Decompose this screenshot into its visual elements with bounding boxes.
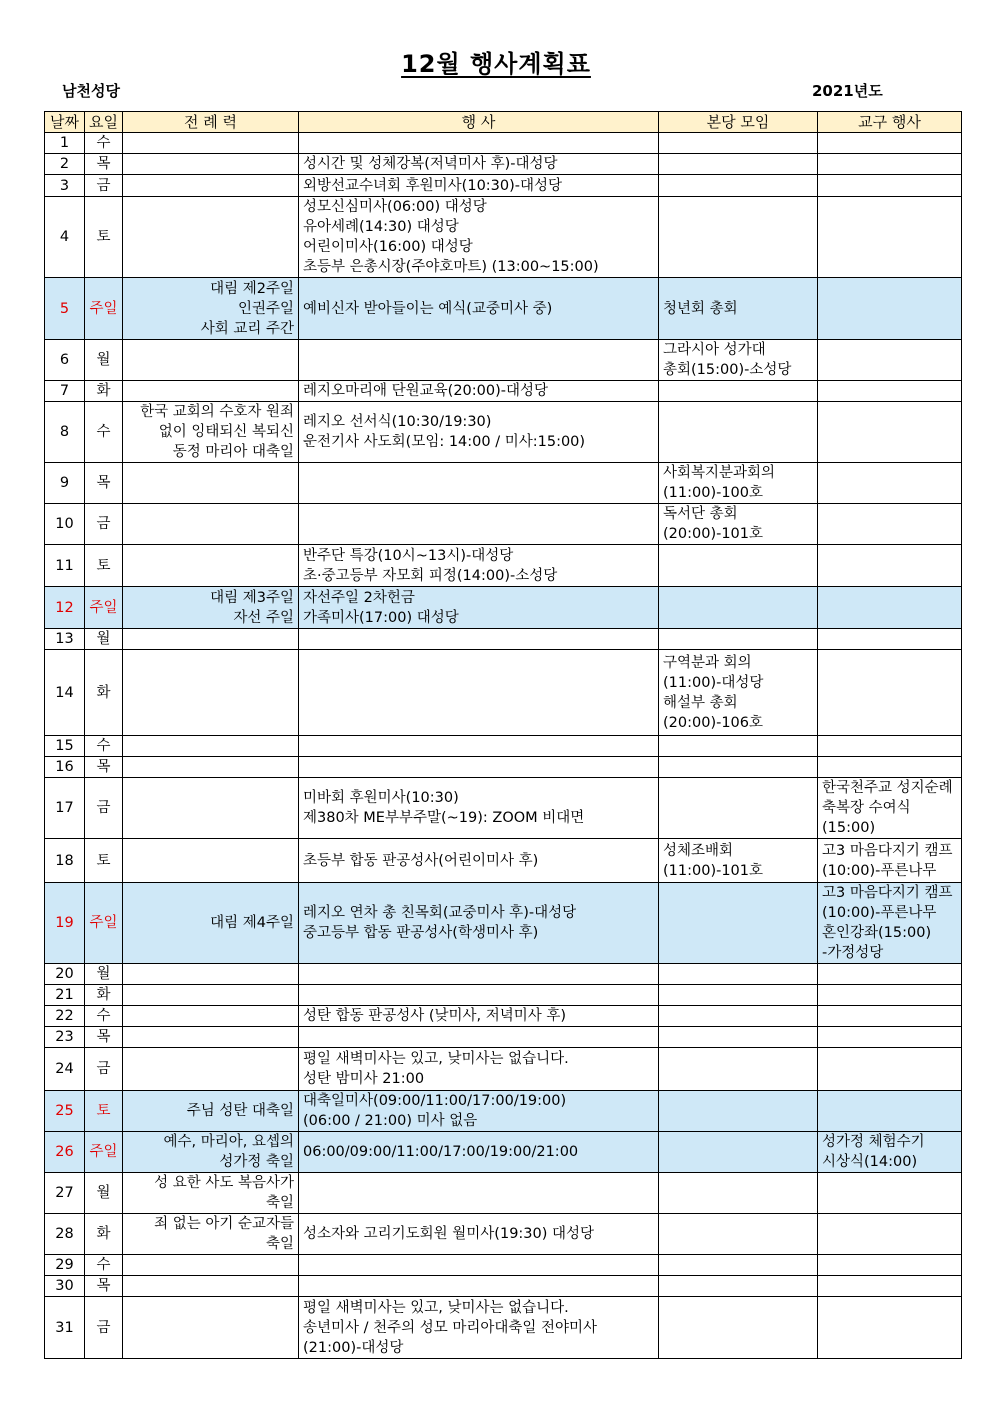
liturgy-cell: 대림 제2주일 인권주일 사회 교리 주간 bbox=[123, 278, 299, 340]
table-row bbox=[45, 545, 962, 587]
day-cell: 5 bbox=[45, 278, 85, 340]
events-cell: 성시간 및 성체강복(저녁미사 후)-대성당 bbox=[299, 154, 659, 175]
parish-meeting-cell bbox=[659, 1091, 818, 1132]
liturgy-cell bbox=[123, 381, 299, 402]
day-cell: 30 bbox=[45, 1276, 85, 1297]
liturgy-cell bbox=[123, 504, 299, 545]
parish-meeting-cell: 그라시아 성가대 총회(15:00)-소성당 bbox=[659, 340, 818, 381]
weekday-cell: 주일 bbox=[85, 1132, 123, 1173]
weekday-cell: 목 bbox=[85, 1276, 123, 1297]
diocese-event-cell: 고3 마음다지기 캠프 (10:00)-푸른나무 bbox=[818, 839, 962, 883]
liturgy-cell: 대림 제3주일 자선 주일 bbox=[123, 587, 299, 629]
parish-meeting-cell: 청년회 총회 bbox=[659, 278, 818, 340]
events-cell bbox=[299, 1255, 659, 1276]
table-row bbox=[45, 1027, 962, 1048]
events-cell bbox=[299, 1027, 659, 1048]
table-row bbox=[45, 650, 962, 736]
parish-meeting-cell: 구역분과 회의 (11:00)-대성당 해설부 총회 (20:00)-106호 bbox=[659, 650, 818, 736]
table-row bbox=[45, 1214, 962, 1255]
year-label: 2021년도 bbox=[812, 82, 883, 100]
weekday-cell: 수 bbox=[85, 1255, 123, 1276]
parish-name: 남천성당 bbox=[62, 82, 120, 100]
weekday-cell: 금 bbox=[85, 175, 123, 197]
weekday-cell: 금 bbox=[85, 1297, 123, 1359]
diocese-event-cell bbox=[818, 985, 962, 1006]
weekday-cell: 월 bbox=[85, 629, 123, 650]
events-cell: 대축일미사(09:00/11:00/17:00/19:00) (06:00 / 21:00) 미사 없음 bbox=[299, 1091, 659, 1132]
liturgy-cell bbox=[123, 650, 299, 736]
table-row bbox=[45, 778, 962, 839]
day-cell: 26 bbox=[45, 1132, 85, 1173]
diocese-event-cell bbox=[818, 197, 962, 278]
liturgy-cell bbox=[123, 175, 299, 197]
diocese-event-cell: 성가정 체험수기 시상식(14:00) bbox=[818, 1132, 962, 1173]
day-cell: 12 bbox=[45, 587, 85, 629]
day-cell: 14 bbox=[45, 650, 85, 736]
diocese-event-cell bbox=[818, 1027, 962, 1048]
diocese-event-cell bbox=[818, 381, 962, 402]
day-cell: 10 bbox=[45, 504, 85, 545]
weekday-cell: 화 bbox=[85, 650, 123, 736]
table-row bbox=[45, 587, 962, 629]
parish-meeting-cell bbox=[659, 736, 818, 757]
parish-meeting-cell bbox=[659, 175, 818, 197]
parish-meeting-cell bbox=[659, 757, 818, 778]
liturgy-cell: 주님 성탄 대축일 bbox=[123, 1091, 299, 1132]
weekday-cell: 금 bbox=[85, 1048, 123, 1091]
events-cell: 미바회 후원미사(10:30) 제380차 ME부부주말(~19): ZOOM 비대면 bbox=[299, 778, 659, 839]
diocese-event-cell bbox=[818, 402, 962, 463]
table-row bbox=[45, 839, 962, 883]
day-cell: 23 bbox=[45, 1027, 85, 1048]
diocese-event-cell bbox=[818, 1276, 962, 1297]
parish-meeting-cell bbox=[659, 964, 818, 985]
liturgy-cell bbox=[123, 1006, 299, 1027]
parish-meeting-cell bbox=[659, 985, 818, 1006]
parish-meeting-cell bbox=[659, 587, 818, 629]
weekday-cell: 토 bbox=[85, 545, 123, 587]
day-cell: 18 bbox=[45, 839, 85, 883]
table-row bbox=[45, 757, 962, 778]
weekday-cell: 토 bbox=[85, 1091, 123, 1132]
header-diocese-events: 교구 행사 bbox=[818, 112, 962, 133]
events-cell bbox=[299, 650, 659, 736]
weekday-cell: 목 bbox=[85, 154, 123, 175]
table-row bbox=[45, 1173, 962, 1214]
weekday-cell: 주일 bbox=[85, 587, 123, 629]
table-row bbox=[45, 197, 962, 278]
table-row bbox=[45, 1132, 962, 1173]
weekday-cell: 월 bbox=[85, 964, 123, 985]
parish-meeting-cell bbox=[659, 154, 818, 175]
diocese-event-cell bbox=[818, 154, 962, 175]
events-cell: 성모신심미사(06:00) 대성당 유아세례(14:30) 대성당 어린이미사(16:00) 대성당 초등부 은총시장(주야호마트) (13:00~15:00) bbox=[299, 197, 659, 278]
liturgy-cell bbox=[123, 778, 299, 839]
parish-meeting-cell: 사회복지분과회의 (11:00)-100호 bbox=[659, 463, 818, 504]
parish-meeting-cell bbox=[659, 1048, 818, 1091]
events-cell bbox=[299, 985, 659, 1006]
events-cell bbox=[299, 629, 659, 650]
weekday-cell: 월 bbox=[85, 1173, 123, 1214]
diocese-event-cell bbox=[818, 340, 962, 381]
diocese-event-cell bbox=[818, 1214, 962, 1255]
diocese-event-cell: 한국천주교 성지순례 축복장 수여식(15:00) bbox=[818, 778, 962, 839]
parish-meeting-cell: 성체조배회 (11:00)-101호 bbox=[659, 839, 818, 883]
events-cell bbox=[299, 133, 659, 154]
parish-meeting-cell bbox=[659, 133, 818, 154]
liturgy-cell bbox=[123, 133, 299, 154]
header-events: 행 사 bbox=[299, 112, 659, 133]
parish-meeting-cell bbox=[659, 1006, 818, 1027]
liturgy-cell bbox=[123, 1048, 299, 1091]
events-cell: 성탄 합동 판공성사 (낮미사, 저녁미사 후) bbox=[299, 1006, 659, 1027]
day-cell: 7 bbox=[45, 381, 85, 402]
parish-meeting-cell bbox=[659, 1276, 818, 1297]
liturgy-cell: 대림 제4주일 bbox=[123, 883, 299, 964]
diocese-event-cell bbox=[818, 1255, 962, 1276]
table-row bbox=[45, 340, 962, 381]
weekday-cell: 화 bbox=[85, 985, 123, 1006]
parish-meeting-cell bbox=[659, 1132, 818, 1173]
day-cell: 3 bbox=[45, 175, 85, 197]
liturgy-cell bbox=[123, 197, 299, 278]
events-cell bbox=[299, 463, 659, 504]
weekday-cell: 주일 bbox=[85, 883, 123, 964]
table-row bbox=[45, 1048, 962, 1091]
liturgy-cell bbox=[123, 629, 299, 650]
diocese-event-cell bbox=[818, 545, 962, 587]
diocese-event-cell bbox=[818, 133, 962, 154]
weekday-cell: 수 bbox=[85, 736, 123, 757]
events-cell: 반주단 특강(10시~13시)-대성당 초·중고등부 자모회 피정(14:00)-소성당 bbox=[299, 545, 659, 587]
liturgy-cell: 성 요한 사도 복음사가 축일 bbox=[123, 1173, 299, 1214]
parish-meeting-cell bbox=[659, 1027, 818, 1048]
schedule-table bbox=[44, 111, 962, 1359]
weekday-cell: 화 bbox=[85, 1214, 123, 1255]
table-row bbox=[45, 629, 962, 650]
header-weekday: 요일 bbox=[85, 112, 123, 133]
parish-meeting-cell bbox=[659, 402, 818, 463]
weekday-cell: 목 bbox=[85, 1027, 123, 1048]
events-cell bbox=[299, 1173, 659, 1214]
day-cell: 25 bbox=[45, 1091, 85, 1132]
day-cell: 15 bbox=[45, 736, 85, 757]
liturgy-cell bbox=[123, 757, 299, 778]
liturgy-cell: 한국 교회의 수호자 원죄 없이 잉태되신 복되신 동정 마리아 대축일 bbox=[123, 402, 299, 463]
header-parish-meetings: 본당 모임 bbox=[659, 112, 818, 133]
day-cell: 1 bbox=[45, 133, 85, 154]
day-cell: 22 bbox=[45, 1006, 85, 1027]
liturgy-cell bbox=[123, 985, 299, 1006]
day-cell: 28 bbox=[45, 1214, 85, 1255]
day-cell: 2 bbox=[45, 154, 85, 175]
diocese-event-cell bbox=[818, 650, 962, 736]
weekday-cell: 주일 bbox=[85, 278, 123, 340]
events-cell: 예비신자 받아들이는 예식(교중미사 중) bbox=[299, 278, 659, 340]
day-cell: 6 bbox=[45, 340, 85, 381]
events-cell bbox=[299, 736, 659, 757]
liturgy-cell bbox=[123, 1255, 299, 1276]
liturgy-cell bbox=[123, 1027, 299, 1048]
day-cell: 16 bbox=[45, 757, 85, 778]
parish-meeting-cell bbox=[659, 778, 818, 839]
weekday-cell: 금 bbox=[85, 504, 123, 545]
table-row bbox=[45, 964, 962, 985]
header-day: 날짜 bbox=[45, 112, 85, 133]
liturgy-cell bbox=[123, 340, 299, 381]
diocese-event-cell bbox=[818, 175, 962, 197]
day-cell: 13 bbox=[45, 629, 85, 650]
table-row bbox=[45, 402, 962, 463]
header-liturgy: 전 례 력 bbox=[123, 112, 299, 133]
diocese-event-cell bbox=[818, 1091, 962, 1132]
weekday-cell: 수 bbox=[85, 402, 123, 463]
day-cell: 9 bbox=[45, 463, 85, 504]
table-row bbox=[45, 1276, 962, 1297]
liturgy-cell bbox=[123, 545, 299, 587]
table-row bbox=[45, 1297, 962, 1359]
liturgy-cell: 죄 없는 아기 순교자들 축일 bbox=[123, 1214, 299, 1255]
day-cell: 27 bbox=[45, 1173, 85, 1214]
events-cell: 레지오 선서식(10:30/19:30) 운전기사 사도회(모임: 14:00 / 미사:15:00) bbox=[299, 402, 659, 463]
diocese-event-cell bbox=[818, 757, 962, 778]
table-row bbox=[45, 1091, 962, 1132]
events-cell: 성소자와 고리기도회원 월미사(19:30) 대성당 bbox=[299, 1214, 659, 1255]
liturgy-cell: 예수, 마리아, 요셉의 성가정 축일 bbox=[123, 1132, 299, 1173]
liturgy-cell bbox=[123, 839, 299, 883]
table-row bbox=[45, 463, 962, 504]
diocese-event-cell bbox=[818, 1297, 962, 1359]
events-cell: 평일 새벽미사는 있고, 낮미사는 없습니다. 성탄 밤미사 21:00 bbox=[299, 1048, 659, 1091]
table-row bbox=[45, 175, 962, 197]
liturgy-cell bbox=[123, 736, 299, 757]
events-cell: 외방선교수녀회 후원미사(10:30)-대성당 bbox=[299, 175, 659, 197]
diocese-event-cell bbox=[818, 1048, 962, 1091]
table-row bbox=[45, 133, 962, 154]
liturgy-cell bbox=[123, 964, 299, 985]
events-cell: 자선주일 2차헌금 가족미사(17:00) 대성당 bbox=[299, 587, 659, 629]
events-cell bbox=[299, 1276, 659, 1297]
day-cell: 4 bbox=[45, 197, 85, 278]
table-row bbox=[45, 1255, 962, 1276]
liturgy-cell bbox=[123, 463, 299, 504]
parish-meeting-cell bbox=[659, 883, 818, 964]
parish-meeting-cell bbox=[659, 197, 818, 278]
day-cell: 8 bbox=[45, 402, 85, 463]
table-row bbox=[45, 1006, 962, 1027]
events-cell bbox=[299, 504, 659, 545]
events-cell bbox=[299, 964, 659, 985]
table-row bbox=[45, 504, 962, 545]
day-cell: 11 bbox=[45, 545, 85, 587]
weekday-cell: 토 bbox=[85, 839, 123, 883]
diocese-event-cell bbox=[818, 504, 962, 545]
table-row bbox=[45, 154, 962, 175]
weekday-cell: 화 bbox=[85, 381, 123, 402]
events-cell: 06:00/09:00/11:00/17:00/19:00/21:00 bbox=[299, 1132, 659, 1173]
table-row bbox=[45, 736, 962, 757]
parish-meeting-cell bbox=[659, 629, 818, 650]
diocese-event-cell bbox=[818, 629, 962, 650]
events-cell: 평일 새벽미사는 있고, 낮미사는 없습니다. 송년미사 / 천주의 성모 마리아대축일 전야미사 (21:00)-대성당 bbox=[299, 1297, 659, 1359]
liturgy-cell bbox=[123, 154, 299, 175]
diocese-event-cell bbox=[818, 1173, 962, 1214]
liturgy-cell bbox=[123, 1297, 299, 1359]
weekday-cell: 목 bbox=[85, 463, 123, 504]
day-cell: 20 bbox=[45, 964, 85, 985]
events-cell bbox=[299, 757, 659, 778]
events-cell: 초등부 합동 판공성사(어린이미사 후) bbox=[299, 839, 659, 883]
page-title: 12월 행사계획표 bbox=[401, 50, 591, 78]
diocese-event-cell: 고3 마음다지기 캠프 (10:00)-푸른나무 혼인강좌(15:00) -가정성당 bbox=[818, 883, 962, 964]
weekday-cell: 목 bbox=[85, 757, 123, 778]
day-cell: 17 bbox=[45, 778, 85, 839]
table-row bbox=[45, 883, 962, 964]
header-row bbox=[45, 112, 962, 133]
diocese-event-cell bbox=[818, 964, 962, 985]
day-cell: 21 bbox=[45, 985, 85, 1006]
day-cell: 19 bbox=[45, 883, 85, 964]
day-cell: 24 bbox=[45, 1048, 85, 1091]
events-cell bbox=[299, 340, 659, 381]
parish-meeting-cell: 독서단 총회 (20:00)-101호 bbox=[659, 504, 818, 545]
diocese-event-cell bbox=[818, 278, 962, 340]
events-cell: 레지오마리애 단원교육(20:00)-대성당 bbox=[299, 381, 659, 402]
parish-meeting-cell bbox=[659, 381, 818, 402]
parish-meeting-cell bbox=[659, 1173, 818, 1214]
diocese-event-cell bbox=[818, 587, 962, 629]
table-row bbox=[45, 278, 962, 340]
diocese-event-cell bbox=[818, 1006, 962, 1027]
parish-meeting-cell bbox=[659, 1255, 818, 1276]
weekday-cell: 수 bbox=[85, 1006, 123, 1027]
day-cell: 29 bbox=[45, 1255, 85, 1276]
weekday-cell: 금 bbox=[85, 778, 123, 839]
day-cell: 31 bbox=[45, 1297, 85, 1359]
table-row bbox=[45, 381, 962, 402]
table-row bbox=[45, 985, 962, 1006]
parish-meeting-cell bbox=[659, 545, 818, 587]
events-cell: 레지오 연차 총 친목회(교중미사 후)-대성당 중고등부 합동 판공성사(학생미사 후) bbox=[299, 883, 659, 964]
diocese-event-cell bbox=[818, 736, 962, 757]
weekday-cell: 토 bbox=[85, 197, 123, 278]
liturgy-cell bbox=[123, 1276, 299, 1297]
diocese-event-cell bbox=[818, 463, 962, 504]
parish-meeting-cell bbox=[659, 1297, 818, 1359]
weekday-cell: 월 bbox=[85, 340, 123, 381]
parish-meeting-cell bbox=[659, 1214, 818, 1255]
weekday-cell: 수 bbox=[85, 133, 123, 154]
